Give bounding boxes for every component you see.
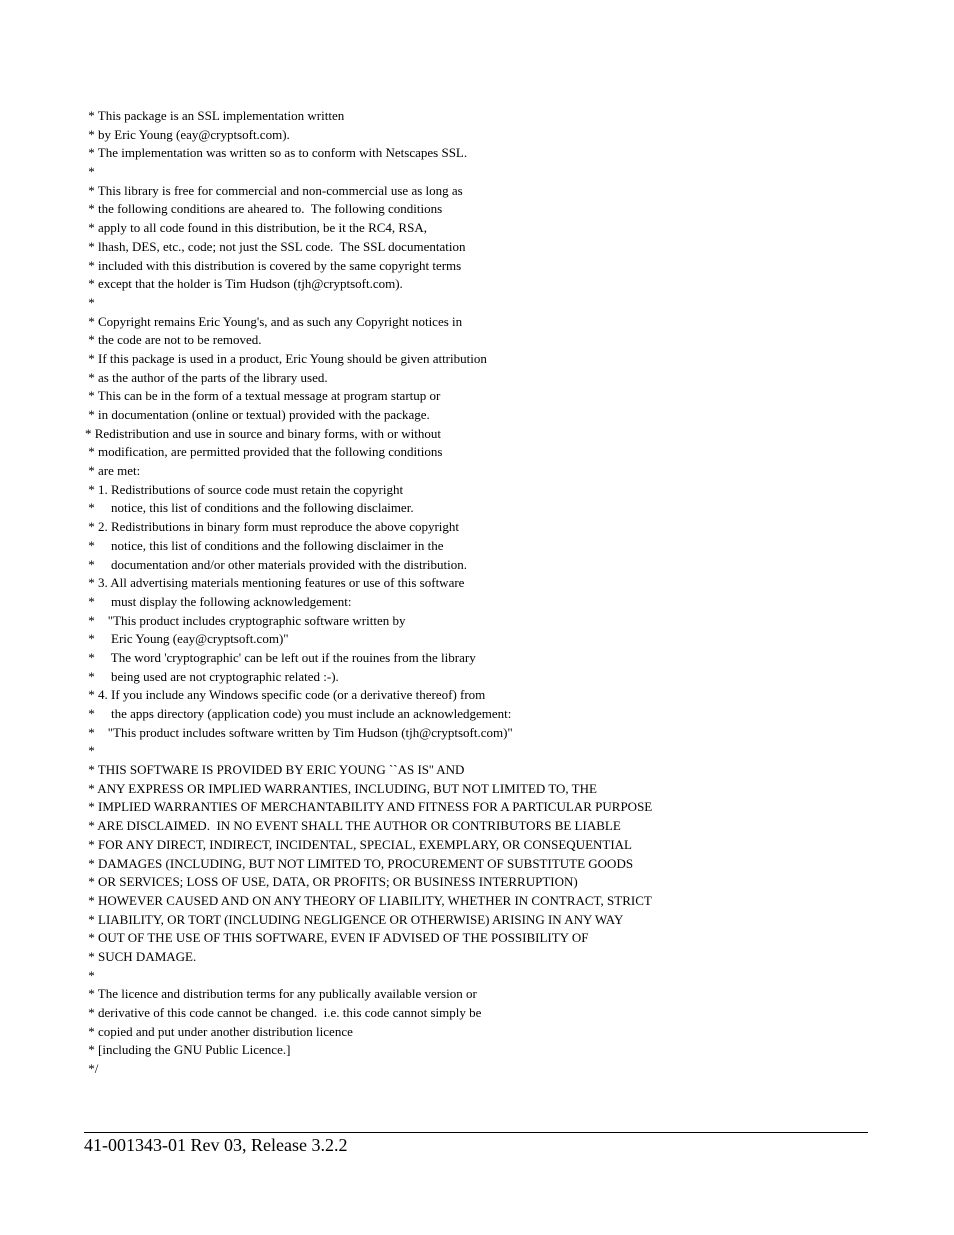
license-line: * in documentation (online or textual) provided with the package. xyxy=(85,407,430,422)
license-line: * HOWEVER CAUSED AND ON ANY THEORY OF LIABILITY, WHETHER IN CONTRACT, STRICT xyxy=(85,892,652,908)
license-line: * THIS SOFTWARE IS PROVIDED BY ERIC YOUNG ``AS IS'' AND xyxy=(85,762,465,778)
license-line: * The licence and distribution terms for any publically available version or xyxy=(85,986,477,1002)
footer-divider xyxy=(84,1132,868,1133)
license-line: * by Eric Young (eay@cryptsoft.com). xyxy=(85,126,290,142)
license-line: * The word 'cryptographic' can be left out if the rouines from the library xyxy=(85,649,476,665)
license-line: * derivative of this code cannot be changed. i.e. this code cannot simply be xyxy=(85,1005,482,1020)
license-line: * notice, this list of conditions and the following disclaimer. xyxy=(85,500,414,516)
license-line: * modification, are permitted provided that the following conditions xyxy=(85,444,443,460)
license-line: * the code are not to be removed. xyxy=(85,332,262,348)
license-line: * included with this distribution is covered by the same copyright terms xyxy=(85,257,462,273)
license-line: * xyxy=(85,743,95,759)
license-line: * OUT OF THE USE OF THIS SOFTWARE, EVEN IF ADVISED OF THE POSSIBILITY OF xyxy=(85,930,589,946)
license-line: * 4. If you include any Windows specific code (or a derivative thereof) from xyxy=(85,687,486,703)
license-line: * This library is free for commercial and non-commercial use as long as xyxy=(85,182,463,198)
license-line: * FOR ANY DIRECT, INDIRECT, INCIDENTAL, SPECIAL, EXEMPLARY, OR CONSEQUENTIAL xyxy=(85,836,633,852)
license-line: * "This product includes software written by Tim Hudson (tjh@cryptsoft.com)" xyxy=(85,724,513,740)
license-line: * are met: xyxy=(85,463,141,479)
license-line: * 3. All advertising materials mentioning features or use of this software xyxy=(85,575,465,591)
license-line: * must display the following acknowledgement: xyxy=(85,593,352,609)
license-line: * 1. Redistributions of source code must retain the copyright xyxy=(85,481,404,497)
footer-doc-id: 41-001343-01 Rev 03, Release 3.2.2 xyxy=(84,1135,348,1155)
license-line: * ARE DISCLAIMED. IN NO EVENT SHALL THE AUTHOR OR CONTRIBUTORS BE LIABLE xyxy=(85,818,621,834)
license-line: * apply to all code found in this distribution, be it the RC4, RSA, xyxy=(85,220,427,236)
license-line: * SUCH DAMAGE. xyxy=(85,948,197,964)
license-line: * 2. Redistributions in binary form must reproduce the above copyright xyxy=(85,519,460,535)
license-line: * If this package is used in a product, Eric Young should be given attribution xyxy=(85,350,487,366)
license-line: * xyxy=(85,164,95,180)
license-line: * documentation and/or other materials provided with the distribution. xyxy=(85,556,467,572)
license-line: * DAMAGES (INCLUDING, BUT NOT LIMITED TO, PROCUREMENT OF SUBSTITUTE GOODS xyxy=(85,855,634,871)
license-line: * The implementation was written so as to conform with Netscapes SSL. xyxy=(85,145,468,161)
license-text-block xyxy=(85,107,785,1079)
license-line: * This package is an SSL implementation written xyxy=(85,108,345,123)
license-line: * LIABILITY, OR TORT (INCLUDING NEGLIGENCE OR OTHERWISE) ARISING IN ANY WAY xyxy=(85,911,624,927)
license-line: * Copyright remains Eric Young's, and as such any Copyright notices in xyxy=(85,313,463,329)
license-line: * lhash, DES, etc., code; not just the SSL code. The SSL documentation xyxy=(85,238,466,254)
license-line: * as the author of the parts of the library used. xyxy=(85,369,328,385)
license-line: * This can be in the form of a textual message at program startup or xyxy=(85,388,441,404)
license-line: * "This product includes cryptographic software written by xyxy=(85,612,406,628)
license-line: * [including the GNU Public Licence.] xyxy=(85,1042,291,1058)
license-line: * being used are not cryptographic related :-). xyxy=(85,668,339,684)
license-line: * xyxy=(85,294,95,310)
license-line: * IMPLIED WARRANTIES OF MERCHANTABILITY AND FITNESS FOR A PARTICULAR PURPOSE xyxy=(85,799,653,815)
license-line: * the apps directory (application code) you must include an acknowledgement: xyxy=(85,706,512,721)
license-line: * Redistribution and use in source and binary forms, with or without xyxy=(85,425,442,441)
license-line: * except that the holder is Tim Hudson (tjh@cryptsoft.com). xyxy=(85,276,403,292)
license-line: */ xyxy=(85,1061,99,1077)
license-line: * ANY EXPRESS OR IMPLIED WARRANTIES, INCLUDING, BUT NOT LIMITED TO, THE xyxy=(85,780,597,796)
license-line: * xyxy=(85,967,95,983)
license-line: * notice, this list of conditions and the following disclaimer in the xyxy=(85,537,444,553)
license-line: * the following conditions are aheared to. The following conditions xyxy=(85,201,443,217)
license-line: * copied and put under another distribution licence xyxy=(85,1023,353,1039)
license-line: * Eric Young (eay@cryptsoft.com)" xyxy=(85,631,289,647)
license-line: * OR SERVICES; LOSS OF USE, DATA, OR PROFITS; OR BUSINESS INTERRUPTION) xyxy=(85,874,578,890)
